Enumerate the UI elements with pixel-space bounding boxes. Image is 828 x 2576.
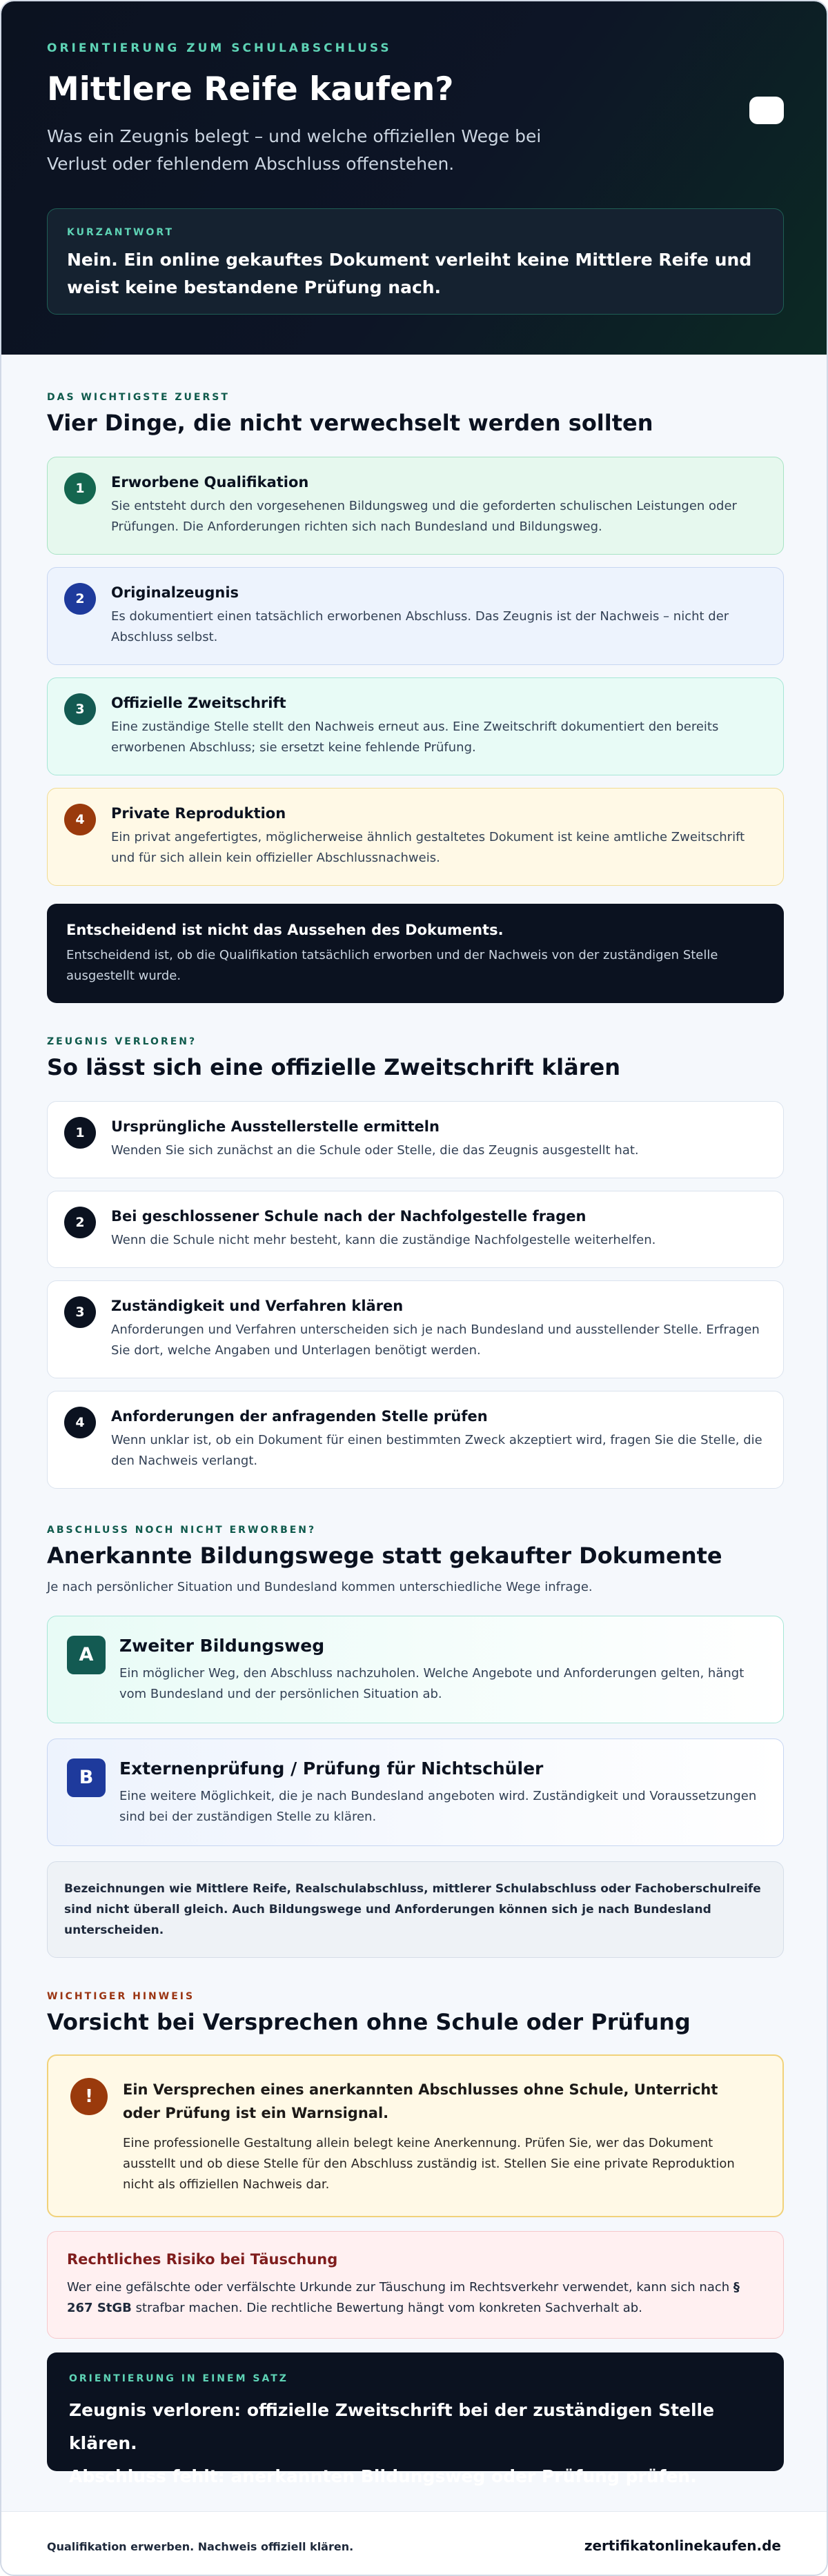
step-card-2: [47, 1191, 784, 1268]
path-title: Externenprüfung / Prüfung für Nichtschüler: [119, 1758, 544, 1779]
short-answer-box: [47, 208, 784, 315]
path-badge: B: [67, 1758, 106, 1797]
hero-subtitle: Was ein Zeugnis belegt – und welche offiziellen Wege bei Verlust oder fehlendem Abschluss offenstehen.: [47, 126, 542, 174]
decisive-callout: [47, 904, 784, 1003]
legal-reference: § 267 StGB: [67, 2280, 740, 2315]
concept-description: Sie entsteht durch den vorgesehenen Bildungsweg und die geforderten schulischen Leistungen oder Prüfungen. Die Anforderungen richten sich nach Bundesland und Bildungsweg.: [111, 499, 737, 534]
step-number-badge: 4: [64, 804, 96, 835]
step-number-badge: 3: [64, 693, 96, 725]
concept-description: Eine zuständige Stelle stellt den Nachweis erneut aus. Eine Zweitschrift dokumentiert den bereits erworbenen Abschluss; sie ersetzt keine fehlende Prüfung.: [111, 720, 719, 755]
step-number-badge: 2: [64, 583, 96, 615]
path-description: Eine weitere Möglichkeit, die je nach Bundesland angeboten wird. Zuständigkeit und Voraussetzungen sind bei der zuständigen Stelle zu klären.: [119, 1789, 757, 1824]
summary-line-2: Abschluss fehlt: anerkannten Bildungsweg oder Prüfung prüfen.: [69, 2466, 697, 2486]
section3-lead: Je nach persönlicher Situation und Bundesland kommen unterschiedliche Wege infrage.: [47, 1580, 593, 1594]
short-answer-label: KURZANTWORT: [67, 227, 175, 238]
warning-icon: !: [70, 2078, 108, 2115]
step-number-badge: 2: [64, 1207, 96, 1238]
summary-text: [69, 2394, 773, 2493]
section1-title: Vier Dinge, die nicht verwechselt werden sollten: [47, 410, 653, 436]
legal-risk-text: [67, 2277, 764, 2319]
legal-risk-title: Rechtliches Risiko bei Täuschung: [67, 2251, 338, 2268]
step-card-1: [47, 1101, 784, 1178]
concept-title: Offizielle Zweitschrift: [111, 695, 286, 711]
concept-title: Originalzeugnis: [111, 584, 239, 601]
legal-risk-box: [47, 2231, 784, 2339]
section3-eyebrow: ABSCHLUSS NOCH NICHT ERWORBEN?: [47, 1525, 317, 1536]
legal-risk-text-start: Wer eine gefälschte oder verfälschte Urkunde zur Täuschung im Rechtsverkehr verwendet, kann sich nach: [67, 2280, 733, 2295]
concept-card-4: [47, 788, 784, 886]
footer-tagline: Qualifikation erwerben. Nachweis offiziell klären.: [47, 2540, 354, 2553]
path-title: Zweiter Bildungsweg: [119, 1636, 325, 1656]
path-card-a: [47, 1616, 784, 1723]
hero-eyebrow: ORIENTIERUNG ZUM SCHULABSCHLUSS: [47, 41, 392, 55]
step-description: Wenden Sie sich zunächst an die Schule oder Stelle, die das Zeugnis ausgestellt hat.: [111, 1143, 639, 1158]
concept-title: Erworbene Qualifikation: [111, 474, 309, 491]
section4-eyebrow: WICHTIGER HINWEIS: [47, 1991, 195, 2002]
step-card-4: [47, 1391, 784, 1489]
warning-text: Eine professionelle Gestaltung allein belegt keine Anerkennung. Prüfen Sie, wer das Dokument ausstellt und ob diese Stelle für den Abschluss zuständig ist. Stellen Sie eine private Reproduktion nicht als offiziellen Nachweis dar.: [123, 2136, 735, 2192]
summary-label: ORIENTIERUNG IN EINEM SATZ: [69, 2373, 288, 2384]
step-number-badge: 4: [64, 1407, 96, 1438]
callout-title: Entscheidend ist nicht das Aussehen des Dokuments.: [66, 922, 504, 938]
short-answer-text: Nein. Ein online gekauftes Dokument verleiht keine Mittlere Reife und weist keine bestandene Prüfung nach.: [67, 250, 752, 297]
terminology-note-text: Bezeichnungen wie Mittlere Reife, Realschulabschluss, mittlerer Schulabschluss oder Fachoberschulreife sind nicht überall gleich. Auch Bildungswege und Anforderungen können sich je nach Bundesland unterscheiden.: [64, 1882, 761, 1937]
step-description: Wenn die Schule nicht mehr besteht, kann die zuständige Nachfolgestelle weiterhelfen.: [111, 1233, 656, 1247]
step-title: Zuständigkeit und Verfahren klären: [111, 1298, 404, 1314]
legal-risk-text-end: strafbar machen. Die rechtliche Bewertung hängt vom konkreten Sachverhalt ab.: [131, 2301, 642, 2315]
concept-description: Es dokumentiert einen tatsächlich erworbenen Abschluss. Das Zeugnis ist der Nachweis – nicht der Abschluss selbst.: [111, 609, 729, 644]
step-description: Anforderungen und Verfahren unterscheiden sich je nach Bundesland und ausstellender Stelle. Erfragen Sie dort, welche Angaben und Unterlagen benötigt werden.: [111, 1322, 760, 1358]
page-title: Mittlere Reife kaufen?: [47, 70, 454, 108]
step-title: Bei geschlossener Schule nach der Nachfolgestelle fragen: [111, 1208, 586, 1225]
warning-box: [47, 2054, 784, 2217]
step-number-badge: 1: [64, 473, 96, 504]
callout-text: Entscheidend ist, ob die Qualifikation tatsächlich erworben und der Nachweis von der zuständigen Stelle ausgestellt wurde.: [66, 948, 718, 983]
concept-card-1: [47, 457, 784, 555]
terminology-note: [47, 1861, 784, 1958]
step-number-badge: 1: [64, 1117, 96, 1149]
step-card-3: [47, 1280, 784, 1378]
step-number-badge: 3: [64, 1296, 96, 1328]
concept-description: Ein privat angefertigtes, möglicherweise ähnlich gestaltetes Dokument ist keine amtliche Zweitschrift und für sich allein kein offizieller Abschlussnachweis.: [111, 830, 745, 865]
section1-eyebrow: DAS WICHTIGSTE ZUERST: [47, 392, 230, 403]
footer-domain-link[interactable]: zertifikatonlinekaufen.de: [584, 2537, 781, 2554]
concept-card-3: [47, 677, 784, 775]
summary-box: [47, 2352, 784, 2486]
summary-line-1: Zeugnis verloren: offizielle Zweitschrift bei der zuständigen Stelle klären.: [69, 2400, 715, 2453]
step-title: Anforderungen der anfragenden Stelle prüfen: [111, 1408, 488, 1425]
step-title: Ursprüngliche Ausstellerstelle ermitteln: [111, 1118, 440, 1135]
section4-title: Vorsicht bei Versprechen ohne Schule oder Prüfung: [47, 2009, 691, 2035]
warning-title: Ein Versprechen eines anerkannten Abschlusses ohne Schule, Unterricht oder Prüfung ist ein Warnsignal.: [123, 2081, 718, 2121]
section3-title: Anerkannte Bildungswege statt gekaufter Dokumente: [47, 1543, 722, 1569]
concept-card-2: [47, 567, 784, 665]
path-badge: A: [67, 1636, 106, 1674]
hero-pill-button[interactable]: [749, 97, 784, 124]
section2-title: So lässt sich eine offizielle Zweitschrift klären: [47, 1054, 620, 1080]
path-card-b: [47, 1738, 784, 1846]
step-description: Wenn unklar ist, ob ein Dokument für einen bestimmten Zweck akzeptiert wird, fragen Sie die Stelle, die den Nachweis verlangt.: [111, 1433, 762, 1468]
concept-title: Private Reproduktion: [111, 805, 286, 822]
path-description: Ein möglicher Weg, den Abschluss nachzuholen. Welche Angebote und Anforderungen gelten, hängt vom Bundesland und der persönlichen Situation ab.: [119, 1666, 745, 1701]
section2-eyebrow: ZEUGNIS VERLOREN?: [47, 1036, 197, 1047]
hero-section: [1, 1, 828, 355]
